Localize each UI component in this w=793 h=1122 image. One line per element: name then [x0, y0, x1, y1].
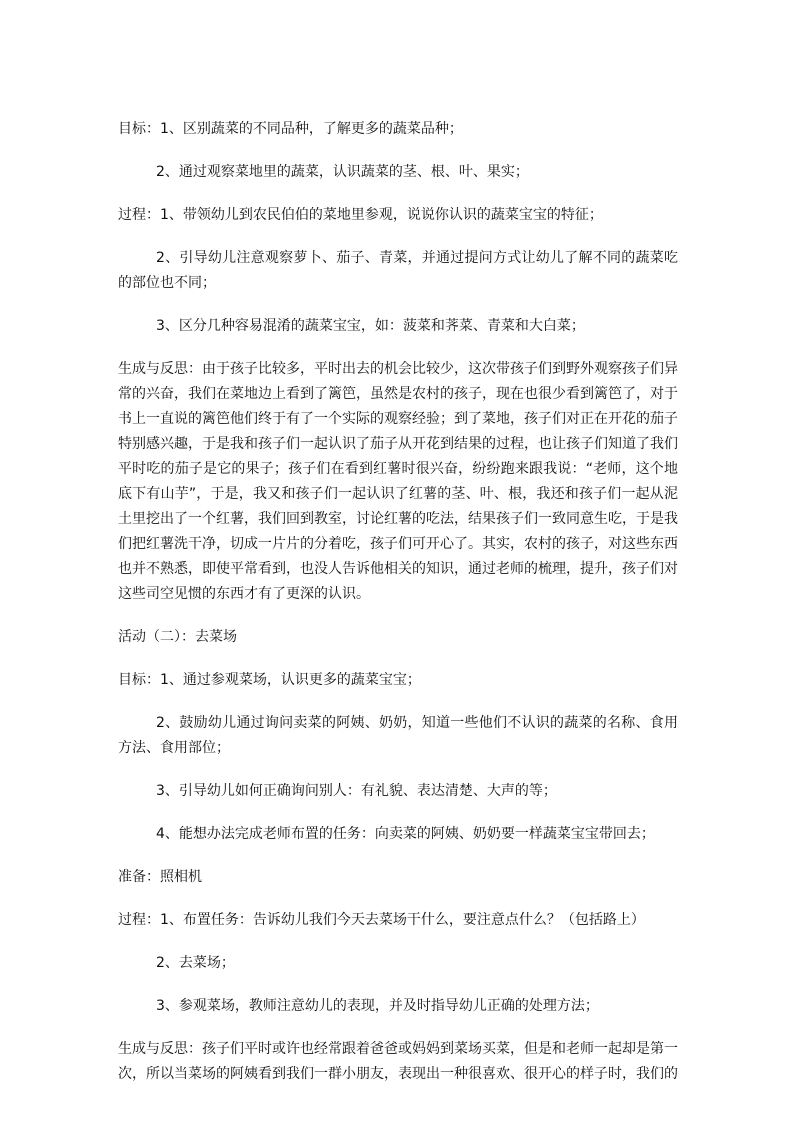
activity-two-goal-1: 目标：1、通过参观菜场，认识更多的蔬菜宝宝； [118, 672, 421, 688]
document-body [118, 117, 678, 1087]
activity-two-goal-3: 3、引导幼儿如何正确询问别人：有礼貌、表达清楚、大声的等； [156, 783, 557, 799]
activity-two-heading: 活动（二）：去菜场 [118, 629, 237, 645]
activity-two-goal-4: 4、能想办法完成老师布置的任务：向卖菜的阿姨、奶奶要一样蔬菜宝宝带回去； [156, 826, 655, 842]
activity-two-process-2: 2、去菜场； [156, 955, 235, 971]
process-2: 2、引导幼儿注意观察萝卜、茄子、青菜，并通过提问方式让幼儿了解不同的蔬菜吃的部位也不同； [118, 250, 678, 291]
activity-two-process-3: 3、参观菜场，教师注意幼儿的表现，并及时指导幼儿正确的处理方法； [156, 998, 599, 1014]
goal-2: 2、通过观察菜地里的蔬菜，认识蔬菜的茎、根、叶、果实； [156, 164, 529, 180]
process-1: 过程：1、带领幼儿到农民伯伯的菜地里参观，说说你认识的蔬菜宝宝的特征； [118, 207, 603, 223]
process-3: 3、区分几种容易混淆的蔬菜宝宝，如：菠菜和荠菜、青菜和大白菜； [156, 318, 585, 334]
activity-two-goal-2: 2、鼓励幼儿通过询问卖菜的阿姨、奶奶，知道一些他们不认识的蔬菜的名称、食用方法、食用部位； [118, 715, 678, 756]
activity-two-process-1: 过程：1、布置任务：告诉幼儿我们今天去菜场干什么，要注意点什么？（包括路上） [118, 912, 645, 928]
reflection-2: 生成与反思：孩子们平时或许也经常跟着爸爸或妈妈到菜场买菜，但是和老师一起却是第一次，所以当菜场的阿姨看到我们一群小朋友，表现出一种很喜欢、很开心的样子时，我们的 [118, 1041, 678, 1082]
preparation: 准备：照相机 [118, 869, 202, 885]
reflection-1: 生成与反思：由于孩子比较多，平时出去的机会比较少，这次带孩子们到野外观察孩子们异常的兴奋，我们在菜地边上看到了篱笆，虽然是农村的孩子，现在也很少看到篱笆了，对于书上一直说的篱笆他们终于有了一个实际的观察经验；到了菜地，孩子们对正在开花的茄子特别感兴趣，于是我和孩子们一起认识了茄子从开花到结果的过程，也让孩子们知道了我们平时吃的茄子是它的果子；孩子们在看到红薯时很兴奋，纷纷跑来跟我说：“老师，这个地底下有山芋”，于是，我又和孩子们一起认识了红薯的茎、叶、根，我还和孩子们一起从泥土里挖出了一个红薯，我们回到教室，讨论红薯的吃法，结果孩子们一致同意生吃，于是我们把红薯洗干净，切成一片片的分着吃，孩子们可开心了。其实，农村的孩子，对这些东西也并不熟悉，即使平常看到，也没人告诉他相关的知识，通过老师的梳理，提升，孩子们对这些司空见惯的东西才有了更深的认识。 [118, 361, 678, 602]
goal-1: 目标：1、区别蔬菜的不同品种，了解更多的蔬菜品种； [118, 121, 463, 137]
